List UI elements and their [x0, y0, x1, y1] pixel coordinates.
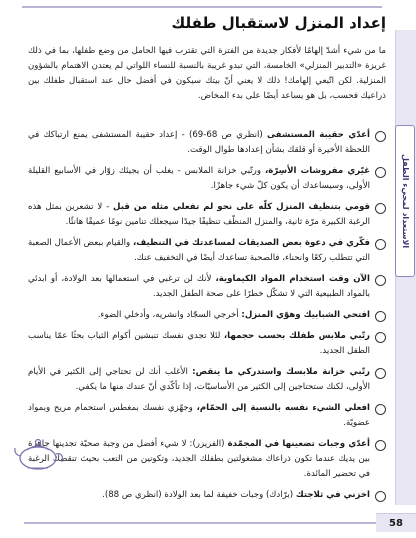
item-lead: رتّبي خزانة ملابسك واستدركي ما ينقص: [192, 367, 371, 377]
item-text: لأنك لن ترغبي في استعمالها بعد الولادة، أو ابدئي بالمواد الطبيعية التي لا تشكّل خطرًا على صحة الطفل الجديد. [28, 274, 370, 299]
item-text: لئلا تجدي نفسك تنبشين أكوام الثياب بحثًا عمّا يناسب الطفل الجديد. [28, 331, 370, 356]
list-item [28, 488, 386, 503]
bottom-rule [24, 522, 416, 524]
list-item [28, 272, 386, 302]
bullet-icon [375, 440, 386, 451]
item-text: (الفريزر): لا شيء أفضل من وجبة صحيّة تجدينها جاهزة بين يديك عندما تكون ذراعاك مشغولتين بطفلك الجديد، وتكونين من التعب بحيث تنقصك الرغبة في تحضير المائدة. [28, 439, 370, 479]
item-lead: رتّبي ملابس طفلك بحسب حجمها، [223, 331, 370, 341]
item-lead: اخزني في ثلاجتك [295, 490, 370, 500]
bullet-icon [375, 491, 386, 502]
list-item [28, 329, 386, 359]
advice-list [28, 128, 386, 509]
item-text: والقيام ببعض الأعمال الصعبة التي تتطلب ركعًا وانحناء، فالصحبة تساعدك أيضًا في التخفيف عنك. [28, 238, 370, 263]
item-text: (برّادك) وجبات خفيفة لما بعد الولادة (انظري ص 88). [102, 490, 294, 500]
bullet-icon [375, 368, 386, 379]
bullet-icon [375, 239, 386, 250]
side-tab [395, 30, 416, 505]
list-item [28, 308, 386, 323]
top-rule [22, 6, 382, 8]
list-item [28, 365, 386, 395]
list-item [28, 437, 386, 482]
item-lead: قومي بتنظيف المنزل كلّه على نحو لم تفعلي مثله من قبل [113, 202, 370, 212]
bullet-icon [375, 311, 386, 322]
item-text: - لا تشعرين بمثل هذه الرغبة الكبيرة مرّة ثانية، والمنزل المنظّف تنظيفًا جيدًا سيجعلك تنامين نومًا عميقًا هانئًا. [28, 202, 370, 227]
item-text: أخرجي السجّاد وانشريه، وأدخلي الضوء. [97, 310, 239, 320]
item-lead: أعدّي وجبات تضعينها في المجمّدة [227, 439, 370, 449]
bullet-icon [375, 404, 386, 415]
list-item [28, 401, 386, 431]
bullet-icon [375, 167, 386, 178]
item-text: الأغلب أنك لن تحتاجي إلى الكثير في الأيام الأولى، لكنك ستحتاجين إلى الكثير من الأساسيّات، إذا تأكّدي أنّ عندك منها ما يكفي. [28, 367, 370, 392]
bullet-icon [375, 131, 386, 142]
bullet-icon [375, 275, 386, 286]
item-lead: فكّري في دعوة بعض الصديقات لمساعدتك في التنظيف، [133, 238, 370, 248]
list-item [28, 236, 386, 266]
item-lead: غيّري مفروشات الأسِرّة، [264, 166, 370, 176]
item-lead: افعلي الشيء نفسه بالنسبة إلى الحمّام، [196, 403, 371, 413]
intro-paragraph: ما من شيء أشدّ إلهامًا لأفكار جديدة من الفترة التي تقترب فيها الحامل من وضع طفلها، بما في ذلك غريزة «التدبير المنزلي» الخامسة، التي تبدو غريبة بالنسبة للنساء اللواتي لم يعتدن الاهتمام بالشؤون المنزلية. لكن اتّبعي إلهامك! ذلك لا يعني أنّ بيتك سيكون في أفضل حال عند استقبال طفلك بين ذراعيك فحسب، بل هو يساعد أيضًا على بدء المخاض. [28, 46, 386, 101]
bullet-icon [375, 332, 386, 343]
bullet-icon [375, 203, 386, 214]
list-item [28, 128, 386, 158]
page-title: إعداد المنزل لاستقبال طفلك [171, 14, 386, 32]
item-lead: أعدّي حقيبة المستشفى [266, 130, 370, 140]
item-text: ورتّبي خزانة الملابس - يغلب أن يجيئك زوّار في الأسابيع القليلة الأولى، وسيساعدك أن يكون كلّ شيء جاهزًا. [28, 166, 370, 191]
item-text: (انظري ص 68-69) - إعداد حقيبة المستشفى يمنع ارتباكك في اللحظة الأخيرة أو قلقك بشأن إعدادها طوال الوقت. [28, 130, 370, 155]
item-lead: الآن وقت استخدام المواد الكيماوية، [215, 274, 370, 284]
teapot-icon [10, 428, 66, 476]
item-lead: افتحي الشبابيك وهوّي المنزل: [241, 310, 370, 320]
list-item [28, 164, 386, 194]
page-number: 58 [376, 513, 416, 532]
side-tab-label: الاستعداد لمجيء الطفل [395, 125, 415, 277]
item-text: وجهّزي نفسك بمغطس استحمام مريح وبمواد عضويّة. [28, 403, 370, 428]
list-item [28, 200, 386, 230]
